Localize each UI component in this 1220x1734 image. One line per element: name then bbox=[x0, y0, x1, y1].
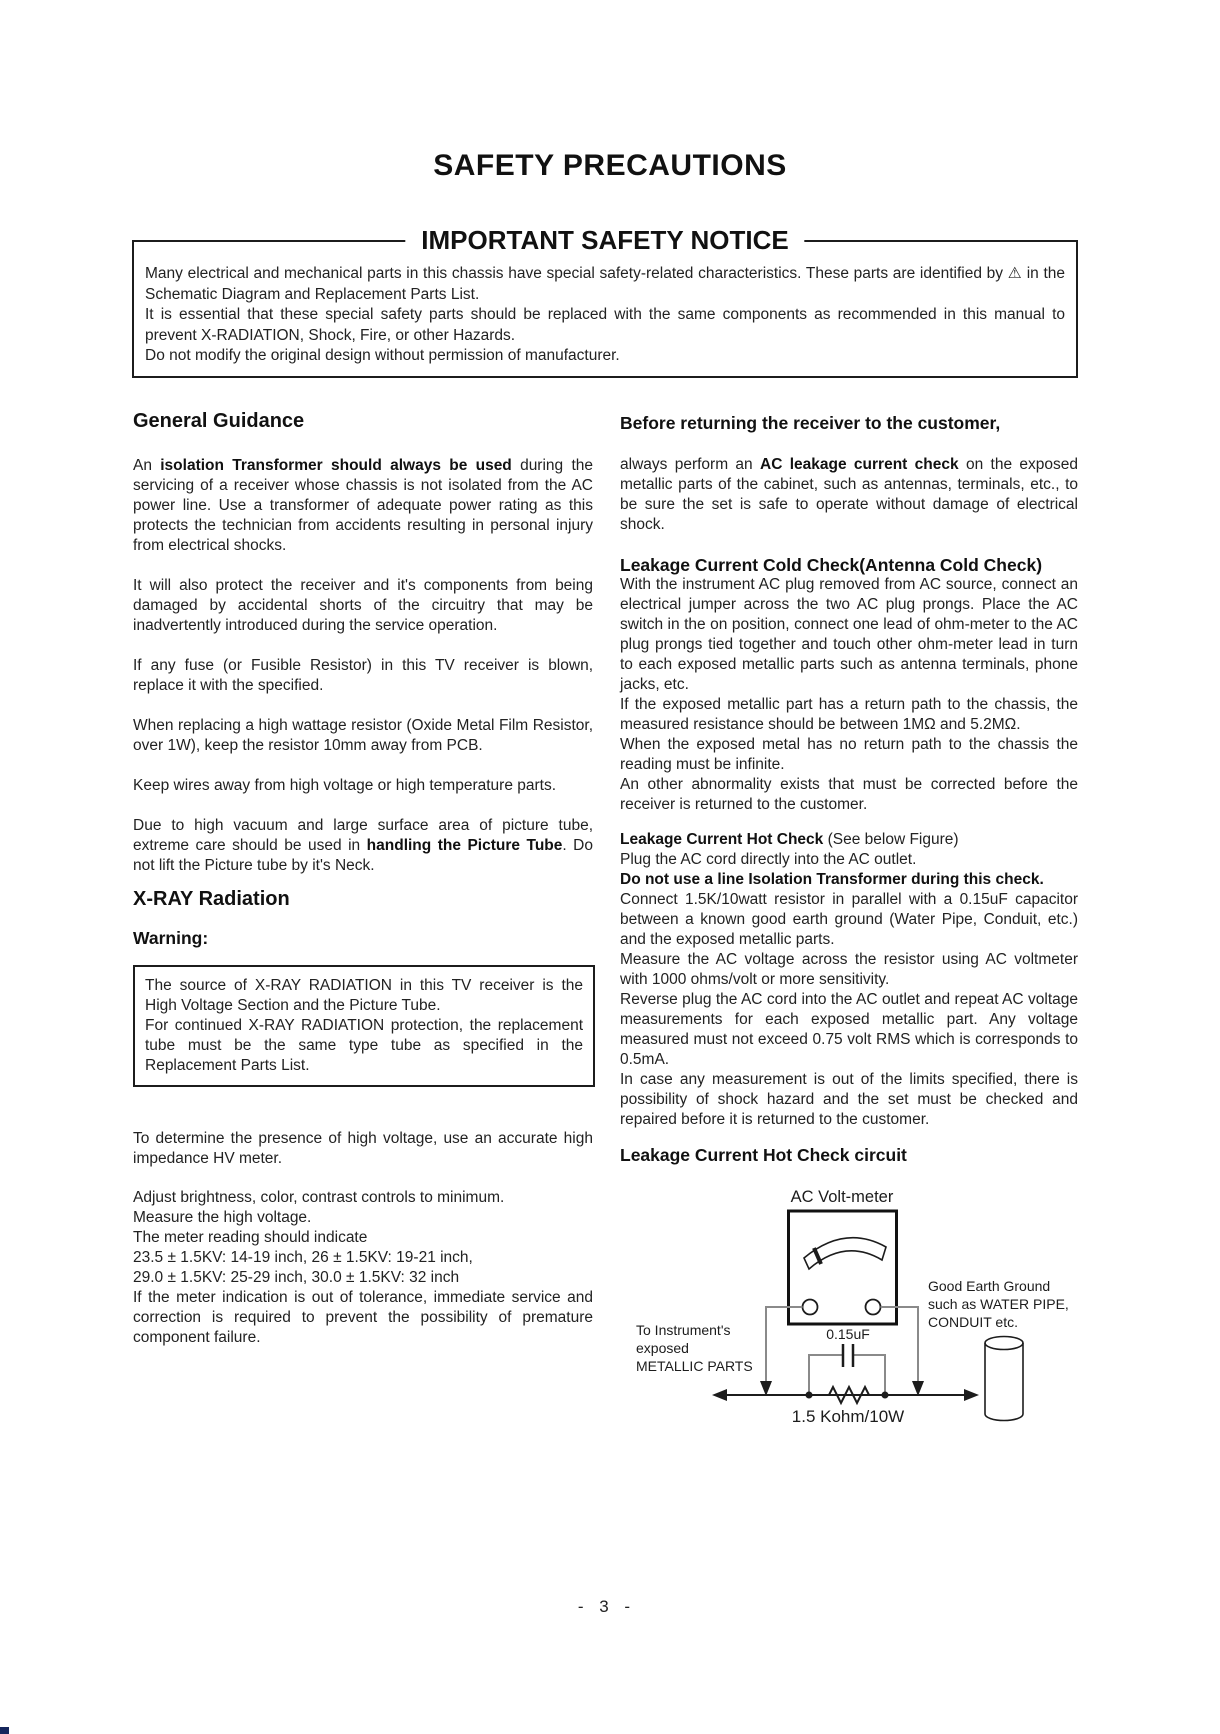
paragraph: When the exposed metal has no return path to the chassis the reading must be infinite. bbox=[620, 735, 1078, 773]
paragraph: Plug the AC cord directly into the AC outlet. bbox=[620, 850, 917, 868]
spec-line: 23.5 ± 1.5KV: 14-19 inch, 26 ± 1.5KV: 19-21 inch, bbox=[133, 1248, 473, 1266]
right-column bbox=[620, 410, 1078, 1444]
paragraph: In case any measurement is out of the limits specified, there is possibility of shock hazard and the set must be checked and repaired before it is returned to the customer. bbox=[620, 1070, 1078, 1128]
spec-line: Adjust brightness, color, contrast controls to minimum. bbox=[133, 1188, 505, 1206]
paragraph: Keep wires away from high voltage or high temperature parts. bbox=[133, 776, 557, 794]
spec-line: 29.0 ± 1.5KV: 25-29 inch, 30.0 ± 1.5KV: 32 inch bbox=[133, 1268, 460, 1286]
heading-cold-check: Leakage Current Cold Check(Antenna Cold Check) bbox=[620, 554, 1043, 575]
page-title: SAFETY PRECAUTIONS bbox=[433, 149, 787, 182]
paragraph: If the exposed metallic part has a return path to the chassis, the measured resistance should be between 1MΩ and 5.2MΩ. bbox=[620, 695, 1078, 733]
voltmeter-label: AC Volt-meter bbox=[790, 1187, 894, 1206]
junction-dot bbox=[882, 1391, 889, 1398]
heading-hot-check-circuit: Leakage Current Hot Check circuit bbox=[620, 1144, 907, 1165]
capacitor-symbol bbox=[843, 1344, 853, 1367]
heading-general-guidance: General Guidance bbox=[133, 409, 305, 432]
paragraph: When replacing a high wattage resistor (Oxide Metal Film Resistor, over 1W), keep the resistor 10mm away from PCB. bbox=[133, 716, 593, 754]
warning-paragraph: The source of X-RAY RADIATION in this TV receiver is the High Voltage Section and the Picture Tube. bbox=[145, 976, 583, 1014]
left-arrowhead bbox=[712, 1389, 727, 1401]
xray-warning-box bbox=[133, 965, 595, 1087]
warning-paragraph: For continued X-RAY RADIATION protection, the replacement tube must be the same type tube as specified in the Replacement Parts List. bbox=[145, 1016, 583, 1074]
terminal-right bbox=[866, 1299, 881, 1314]
heading-xray-radiation: X-RAY Radiation bbox=[133, 887, 290, 910]
scan-artifact bbox=[0, 1727, 9, 1734]
manual-page bbox=[0, 151, 1220, 1734]
spec-line: The meter reading should indicate bbox=[133, 1228, 368, 1246]
paragraph: An other abnormality exists that must be corrected before the receiver is returned to the customer. bbox=[620, 775, 1078, 813]
ground-pipe-icon bbox=[985, 1336, 1023, 1420]
resistor-label: 1.5 Kohm/10W bbox=[791, 1406, 905, 1426]
notice-paragraph: Many electrical and mechanical parts in this chassis have special safety-related characteristics. These parts are identified by ⚠ in the Schematic Diagram and Replacement Parts List. bbox=[145, 265, 1065, 303]
page-number: - 3 - bbox=[577, 1597, 634, 1616]
paragraph: If any fuse (or Fusible Resistor) in this TV receiver is blown, replace it with the specified. bbox=[133, 656, 593, 694]
paragraph: Measure the AC voltage across the resistor using AC voltmeter with 1000 ohms/volt or more sensitivity. bbox=[620, 950, 1078, 988]
terminal-left bbox=[803, 1299, 818, 1314]
earth-ground-label: CONDUIT etc. bbox=[928, 1313, 1018, 1330]
warning-label: Warning: bbox=[133, 927, 209, 948]
heading-before-returning: Before returning the receiver to the customer, bbox=[620, 412, 1001, 433]
capacitor-label: 0.15uF bbox=[826, 1325, 870, 1342]
notice-paragraph: It is essential that these special safety parts should be replaced with the same components as recommended in this manual to prevent X-RADIATION, Shock, Fire, or other Hazards. bbox=[145, 306, 1065, 344]
metallic-parts-label: exposed bbox=[636, 1339, 689, 1356]
spec-line: Measure the high voltage. bbox=[133, 1208, 312, 1226]
down-arrowhead bbox=[912, 1381, 924, 1396]
two-column-body bbox=[133, 410, 1078, 1444]
left-column bbox=[133, 410, 593, 1348]
paragraph: If the meter indication is out of tolerance, immediate service and correction is required to prevent the possibility of premature component failure. bbox=[133, 1288, 593, 1346]
important-safety-notice-box bbox=[132, 225, 1078, 378]
paragraph: Due to high vacuum and large surface area of picture tube, extreme care should be used in handling the Picture Tube. Do not lift the Picture tube by it's Neck. bbox=[133, 816, 593, 874]
earth-ground-label: Good Earth Ground bbox=[928, 1277, 1051, 1294]
notice-title: IMPORTANT SAFETY NOTICE bbox=[405, 227, 804, 253]
earth-ground-label: such as WATER PIPE, bbox=[928, 1295, 1069, 1312]
notice-paragraph: Do not modify the original design without permission of manufacturer. bbox=[145, 347, 620, 364]
paragraph: To determine the presence of high voltage, use an accurate high impedance HV meter. bbox=[133, 1129, 593, 1167]
paragraph: With the instrument AC plug removed from AC source, connect an electrical jumper across the two AC plug prongs. Place the AC switch in the on position, connect one lead of ohm-meter to the AC plug prongs tied together and touch other ohm-meter lead in turn to each exposed metallic parts such as antenna terminals, phone jacks, etc. bbox=[620, 575, 1078, 693]
right-arrowhead bbox=[964, 1389, 979, 1401]
hot-check-circuit-diagram bbox=[620, 1168, 1078, 1444]
heading-hot-check: Leakage Current Hot Check (See below Figure) bbox=[620, 830, 959, 848]
paragraph: An isolation Transformer should always be used during the servicing of a receiver whose chassis is not isolated from the AC power line. Use a transformer of adequate power rating as this protects the technician from accidents resulting in personal injury from electrical shocks. bbox=[133, 456, 593, 554]
paragraph-bold: Do not use a line Isolation Transformer during this check. bbox=[620, 870, 1044, 888]
junction-dot bbox=[806, 1391, 813, 1398]
paragraph: always perform an AC leakage current check on the exposed metallic parts of the cabinet, such as antennas, terminals, etc., to be sure the set is safe to operate without damage of electrical shock. bbox=[620, 455, 1078, 533]
paragraph: Connect 1.5K/10watt resistor in parallel with a 0.15uF capacitor between a known good earth ground (Water Pipe, Conduit, etc.) and the exposed metallic parts. bbox=[620, 890, 1078, 948]
high-voltage-spec-list bbox=[133, 1188, 593, 1348]
metallic-parts-label: To Instrument's bbox=[636, 1321, 731, 1338]
metallic-parts-label: METALLIC PARTS bbox=[636, 1357, 753, 1374]
paragraph: It will also protect the receiver and it's components from being damaged by accidental shorts of the circuitry that may be inadvertently introduced during the service operation. bbox=[133, 576, 593, 634]
down-arrowhead bbox=[760, 1381, 772, 1396]
paragraph: Reverse plug the AC cord into the AC outlet and repeat AC voltage measurements for each exposed metallic part. Any voltage measured must not exceed 0.75 volt RMS which is corresponds to 0.5mA. bbox=[620, 990, 1078, 1068]
